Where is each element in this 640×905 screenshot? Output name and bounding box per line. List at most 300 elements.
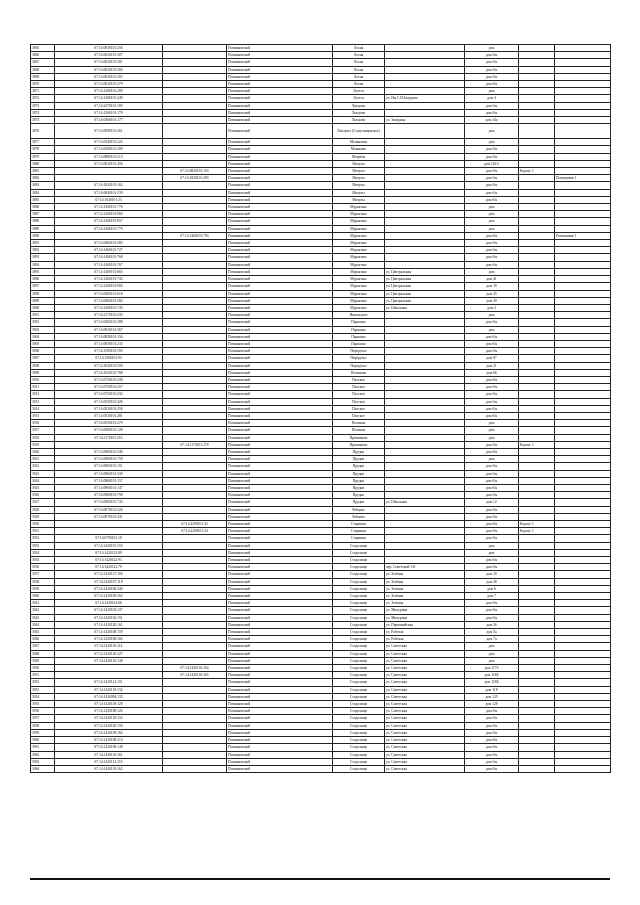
district-cell: Починковский: [227, 686, 333, 693]
street-cell: ул. Зелёная: [385, 600, 465, 607]
row-number-cell: 3899: [31, 297, 55, 304]
parent-cadastral-number-cell: 67:14:1420116:164: [163, 665, 227, 672]
settlement-cell: Плешково: [333, 369, 385, 376]
building-cell: [519, 701, 555, 708]
table-row: [31, 261, 611, 268]
house-cell: дом: [465, 45, 519, 52]
house-cell: дом б/н: [465, 492, 519, 499]
table-row: [31, 405, 611, 412]
cadastral-number-cell: 67:14:0530101:426: [55, 398, 163, 405]
table-row: [31, 737, 611, 744]
premises-cell: [555, 629, 611, 636]
district-cell: Починковский: [227, 362, 333, 369]
row-number-cell: 3914: [31, 405, 55, 412]
premises-cell: [555, 182, 611, 189]
premises-cell: [555, 607, 611, 614]
table-row: [31, 196, 611, 203]
row-number-cell: 3886: [31, 204, 55, 211]
parent-cadastral-number-cell: [163, 751, 227, 758]
building-cell: [519, 470, 555, 477]
parent-cadastral-number-cell: [163, 268, 227, 275]
street-cell: [385, 124, 465, 139]
premises-cell: [555, 196, 611, 203]
house-cell: дом: [465, 542, 519, 549]
premises-cell: [555, 477, 611, 484]
cadastral-number-cell: 67:14:0960101:540: [55, 448, 163, 455]
cadastral-number-cell: 67:14:0360101:177: [55, 117, 163, 124]
house-cell: дом б/н: [465, 521, 519, 528]
cadastral-number-cell: 67:14:1460101:857: [55, 218, 163, 225]
row-number-cell: 3917: [31, 427, 55, 434]
settlement-cell: Плоское: [333, 384, 385, 391]
street-cell: ул. Советская: [385, 737, 465, 744]
building-cell: [519, 153, 555, 160]
table-row: [31, 312, 611, 319]
parent-cadastral-number-cell: [163, 66, 227, 73]
building-cell: [519, 751, 555, 758]
parent-cadastral-number-cell: [163, 535, 227, 542]
house-cell: дом 117б: [465, 665, 519, 672]
parent-cadastral-number-cell: [163, 636, 227, 643]
district-cell: Починковский: [227, 729, 333, 736]
settlement-cell: Стодолище: [333, 629, 385, 636]
settlement-cell: Стодолище: [333, 578, 385, 585]
parent-cadastral-number-cell: [163, 182, 227, 189]
settlement-cell: Паршино: [333, 333, 385, 340]
row-number-cell: 3948: [31, 650, 55, 657]
house-cell: дом 7а: [465, 636, 519, 643]
settlement-cell: Стодолище: [333, 643, 385, 650]
row-number-cell: 3941: [31, 600, 55, 607]
premises-cell: [555, 521, 611, 528]
row-number-cell: 3964: [31, 765, 55, 772]
table-row: [31, 182, 611, 189]
parent-cadastral-number-cell: [163, 196, 227, 203]
street-cell: пер. Советский 1-й: [385, 564, 465, 571]
cadastral-number-cell: 67:14:1460101:902: [55, 283, 163, 290]
building-cell: [519, 268, 555, 275]
cadastral-number-cell: 67:14:1420122:79: [55, 564, 163, 571]
table-row: [31, 456, 611, 463]
cadastral-number-cell: [55, 232, 163, 239]
settlement-cell: Лысцово (Стодолищенское): [333, 124, 385, 139]
settlement-cell: Мачулы: [333, 168, 385, 175]
table-row: [31, 168, 611, 175]
cadastral-number-cell: 67:14:0970101:331: [55, 513, 163, 520]
table-row: [31, 355, 611, 362]
house-cell: дом: [465, 326, 519, 333]
premises-cell: [555, 66, 611, 73]
cadastral-number-cell: 67:14:1420107:118: [55, 578, 163, 585]
table-row: [31, 629, 611, 636]
street-cell: [385, 441, 465, 448]
street-cell: [385, 261, 465, 268]
register-sheet: [30, 44, 610, 773]
table-row: [31, 376, 611, 383]
district-cell: Починковский: [227, 657, 333, 664]
building-cell: [519, 146, 555, 153]
premises-cell: [555, 744, 611, 751]
house-cell: дом: [465, 456, 519, 463]
parent-cadastral-number-cell: [163, 557, 227, 564]
settlement-cell: Стодолище: [333, 614, 385, 621]
settlement-cell: Стодолище: [333, 715, 385, 722]
street-cell: [385, 102, 465, 109]
building-cell: [519, 665, 555, 672]
building-cell: [519, 52, 555, 59]
street-cell: [385, 369, 465, 376]
parent-cadastral-number-cell: [163, 621, 227, 628]
premises-cell: [555, 146, 611, 153]
table-row: [31, 686, 611, 693]
row-number-cell: 3889: [31, 225, 55, 232]
row-number-cell: 3875: [31, 117, 55, 124]
premises-cell: [555, 672, 611, 679]
house-cell: дом: [465, 211, 519, 218]
street-cell: [385, 204, 465, 211]
row-number-cell: 3882: [31, 175, 55, 182]
cadastral-number-cell: 67:14:1360101:179: [55, 109, 163, 116]
street-cell: ул. Советская: [385, 686, 465, 693]
settlement-cell: Лосня: [333, 59, 385, 66]
district-cell: Починковский: [227, 45, 333, 52]
premises-cell: [555, 268, 611, 275]
house-cell: дом 12: [465, 499, 519, 506]
cadastral-number-cell: 67:14:0830101:256: [55, 45, 163, 52]
house-cell: дом б/н: [465, 614, 519, 621]
house-cell: дом: [465, 420, 519, 427]
district-cell: Починковский: [227, 376, 333, 383]
premises-cell: [555, 549, 611, 556]
building-cell: Корпус 1: [519, 528, 555, 535]
district-cell: Починковский: [227, 59, 333, 66]
row-number-cell: 3940: [31, 593, 55, 600]
settlement-cell: Малиновка: [333, 139, 385, 146]
premises-cell: [555, 326, 611, 333]
district-cell: Починковский: [227, 585, 333, 592]
house-cell: дом б/н: [465, 81, 519, 88]
table-row: [31, 521, 611, 528]
row-number-cell: 3880: [31, 160, 55, 167]
parent-cadastral-number-cell: [163, 88, 227, 95]
building-cell: [519, 81, 555, 88]
settlement-cell: Паршино: [333, 340, 385, 347]
table-row: [31, 758, 611, 765]
row-number-cell: 3876: [31, 124, 55, 139]
house-cell: дом б/н: [465, 744, 519, 751]
parent-cadastral-number-cell: [163, 456, 227, 463]
parent-cadastral-number-cell: [163, 427, 227, 434]
settlement-cell: Рябцево: [333, 506, 385, 513]
settlement-cell: Лосня: [333, 52, 385, 59]
parent-cadastral-number-cell: [163, 593, 227, 600]
premises-cell: [555, 297, 611, 304]
settlement-cell: Рябцево: [333, 513, 385, 520]
building-cell: [519, 304, 555, 311]
premises-cell: [555, 463, 611, 470]
district-cell: Починковский: [227, 557, 333, 564]
cadastral-number-cell: 67:14:1420106:162: [55, 593, 163, 600]
district-cell: Починковский: [227, 268, 333, 275]
district-cell: Починковский: [227, 484, 333, 491]
cadastral-number-cell: 67:14:1460101:767: [55, 261, 163, 268]
parent-cadastral-number-cell: [163, 146, 227, 153]
premises-cell: [555, 737, 611, 744]
street-cell: ул. Советская: [385, 729, 465, 736]
district-cell: Починковский: [227, 124, 333, 139]
table-row: [31, 484, 611, 491]
street-cell: ул. Советская: [385, 650, 465, 657]
cadastral-number-cell: 67:14:1170101:253: [55, 434, 163, 441]
row-number-cell: 3952: [31, 679, 55, 686]
district-cell: Починковский: [227, 95, 333, 102]
street-cell: [385, 196, 465, 203]
table-row: [31, 751, 611, 758]
table-row: [31, 535, 611, 542]
parent-cadastral-number-cell: [163, 391, 227, 398]
premises-cell: [555, 211, 611, 218]
cadastral-number-cell: [55, 521, 163, 528]
house-cell: дом: [465, 225, 519, 232]
street-cell: [385, 139, 465, 146]
row-number-cell: 3927: [31, 499, 55, 506]
premises-cell: [555, 362, 611, 369]
premises-cell: [555, 693, 611, 700]
building-cell: [519, 484, 555, 491]
cadastral-number-cell: 67:14:1420127:168: [55, 571, 163, 578]
street-cell: ул. Советская: [385, 751, 465, 758]
house-cell: дом б/н: [465, 528, 519, 535]
house-cell: дом б/н: [465, 333, 519, 340]
row-number-cell: 3887: [31, 211, 55, 218]
parent-cadastral-number-cell: [163, 189, 227, 196]
district-cell: Починковский: [227, 593, 333, 600]
parent-cadastral-number-cell: [163, 549, 227, 556]
street-cell: ул. Центральная: [385, 297, 465, 304]
table-row: [31, 95, 611, 102]
district-cell: Починковский: [227, 218, 333, 225]
street-cell: [385, 168, 465, 175]
district-cell: Починковский: [227, 276, 333, 283]
street-cell: ул. Советская: [385, 665, 465, 672]
building-cell: [519, 175, 555, 182]
premises-cell: [555, 52, 611, 59]
table-row: [31, 513, 611, 520]
cadastral-number-cell: 67:14:0460101:618: [55, 290, 163, 297]
house-cell: дом б/н: [465, 737, 519, 744]
row-number-cell: 3957: [31, 715, 55, 722]
district-cell: Починковский: [227, 160, 333, 167]
row-number-cell: 3900: [31, 304, 55, 311]
house-cell: дом б/н: [465, 73, 519, 80]
cadastral-number-cell: 67:14:1460101:779: [55, 225, 163, 232]
settlement-cell: Лысцово: [333, 102, 385, 109]
building-cell: [519, 225, 555, 232]
parent-cadastral-number-cell: 67:14:2290101:32: [163, 521, 227, 528]
house-cell: дом 87: [465, 355, 519, 362]
district-cell: Починковский: [227, 391, 333, 398]
table-row: [31, 643, 611, 650]
table-row: [31, 578, 611, 585]
row-number-cell: 3883: [31, 182, 55, 189]
district-cell: Починковский: [227, 211, 333, 218]
street-cell: ул. Рабочая: [385, 629, 465, 636]
premises-cell: [555, 686, 611, 693]
settlement-cell: Плоское: [333, 398, 385, 405]
row-number-cell: 3881: [31, 168, 55, 175]
cadastral-number-cell: 67:14:1420108:104: [55, 636, 163, 643]
parent-cadastral-number-cell: 67:14:1170101:278: [163, 441, 227, 448]
parent-cadastral-number-cell: [163, 657, 227, 664]
cadastral-number-cell: 67:14:1420108:148: [55, 744, 163, 751]
house-cell: дом 21: [465, 362, 519, 369]
row-number-cell: 3892: [31, 247, 55, 254]
settlement-cell: Прудки: [333, 470, 385, 477]
cadastral-number-cell: 67:14:0730101:257: [55, 384, 163, 391]
street-cell: [385, 73, 465, 80]
row-number-cell: 3946: [31, 636, 55, 643]
premises-cell: [555, 398, 611, 405]
settlement-cell: Прудки: [333, 492, 385, 499]
parent-cadastral-number-cell: [163, 102, 227, 109]
parent-cadastral-number-cell: [163, 477, 227, 484]
row-number-cell: 3904: [31, 333, 55, 340]
parent-cadastral-number-cell: [163, 117, 227, 124]
house-cell: дом б/н: [465, 319, 519, 326]
cadastral-number-cell: 67:14:1420119:132: [55, 686, 163, 693]
cadastral-number-cell: 67:14:0460101:582: [55, 297, 163, 304]
street-cell: [385, 326, 465, 333]
parent-cadastral-number-cell: [163, 614, 227, 621]
cadastral-number-cell: 67:14:0020101:303: [55, 73, 163, 80]
building-cell: [519, 477, 555, 484]
row-number-cell: 3896: [31, 276, 55, 283]
district-cell: Починковский: [227, 81, 333, 88]
house-cell: дом 26: [465, 621, 519, 628]
premises-cell: [555, 499, 611, 506]
table-row: [31, 679, 611, 686]
district-cell: Починковский: [227, 88, 333, 95]
building-cell: [519, 247, 555, 254]
parent-cadastral-number-cell: [163, 384, 227, 391]
parent-cadastral-number-cell: [163, 109, 227, 116]
cadastral-number-cell: 67:14:1420094:135: [55, 693, 163, 700]
district-cell: Починковский: [227, 434, 333, 441]
street-cell: [385, 254, 465, 261]
building-cell: [519, 398, 555, 405]
house-cell: дом: [465, 427, 519, 434]
house-cell: дом б/н: [465, 109, 519, 116]
parent-cadastral-number-cell: 67:14:1460101:793: [163, 232, 227, 239]
street-cell: [385, 535, 465, 542]
cadastral-number-cell: 67:14:1030101:788: [55, 369, 163, 376]
row-number-cell: 3962: [31, 751, 55, 758]
house-cell: дом: [465, 268, 519, 275]
parent-cadastral-number-cell: [163, 765, 227, 772]
premises-cell: [555, 73, 611, 80]
register-rows: [31, 45, 611, 773]
house-cell: дом б/н: [465, 708, 519, 715]
row-number-cell: 3961: [31, 744, 55, 751]
house-cell: дом б/н: [465, 405, 519, 412]
row-number-cell: 3910: [31, 376, 55, 383]
row-number-cell: 3934: [31, 549, 55, 556]
house-cell: дом б/н: [465, 751, 519, 758]
house-cell: дом б/н: [465, 189, 519, 196]
cadastral-number-cell: 67:14:1420108:124: [55, 708, 163, 715]
district-cell: Починковский: [227, 665, 333, 672]
street-cell: [385, 384, 465, 391]
settlement-cell: Лучеса: [333, 88, 385, 95]
cadastral-number-cell: 67:14:0340101:222: [55, 139, 163, 146]
district-cell: Починковский: [227, 549, 333, 556]
building-cell: [519, 283, 555, 290]
house-cell: дом б/н: [465, 448, 519, 455]
table-row: [31, 384, 611, 391]
premises-cell: [555, 420, 611, 427]
street-cell: ул. Западная: [385, 117, 465, 124]
table-row: [31, 506, 611, 513]
street-cell: [385, 218, 465, 225]
table-row: [31, 232, 611, 239]
district-cell: Починковский: [227, 477, 333, 484]
settlement-cell: Стодолище: [333, 751, 385, 758]
premises-cell: [555, 456, 611, 463]
row-number-cell: 3866: [31, 52, 55, 59]
building-cell: [519, 456, 555, 463]
parent-cadastral-number-cell: [163, 59, 227, 66]
cadastral-number-cell: 67:14:0960101:147: [55, 484, 163, 491]
premises-cell: [555, 160, 611, 167]
district-cell: Починковский: [227, 441, 333, 448]
street-cell: [385, 333, 465, 340]
row-number-cell: 3893: [31, 254, 55, 261]
house-cell: дом 45: [465, 290, 519, 297]
street-cell: [385, 521, 465, 528]
row-number-cell: 3871: [31, 88, 55, 95]
building-cell: [519, 261, 555, 268]
parent-cadastral-number-cell: [163, 52, 227, 59]
table-row: [31, 391, 611, 398]
district-cell: Починковский: [227, 448, 333, 455]
table-row: [31, 73, 611, 80]
row-number-cell: 3902: [31, 319, 55, 326]
street-cell: [385, 319, 465, 326]
premises-cell: [555, 708, 611, 715]
premises-cell: [555, 600, 611, 607]
settlement-cell: Мурыгино: [333, 225, 385, 232]
district-cell: Починковский: [227, 312, 333, 319]
table-row: [31, 211, 611, 218]
building-cell: [519, 758, 555, 765]
premises-cell: [555, 585, 611, 592]
cadastral-number-cell: 67:14:1560101:93: [55, 355, 163, 362]
district-cell: Починковский: [227, 398, 333, 405]
row-number-cell: 3945: [31, 629, 55, 636]
street-cell: [385, 470, 465, 477]
district-cell: Починковский: [227, 225, 333, 232]
building-cell: [519, 189, 555, 196]
cadastral-number-cell: [55, 665, 163, 672]
building-cell: [519, 593, 555, 600]
parent-cadastral-number-cell: [163, 240, 227, 247]
row-number-cell: 3897: [31, 283, 55, 290]
house-cell: дом б/н: [465, 254, 519, 261]
building-cell: [519, 211, 555, 218]
settlement-cell: Лосня: [333, 73, 385, 80]
table-row: [31, 319, 611, 326]
table-row: [31, 283, 611, 290]
